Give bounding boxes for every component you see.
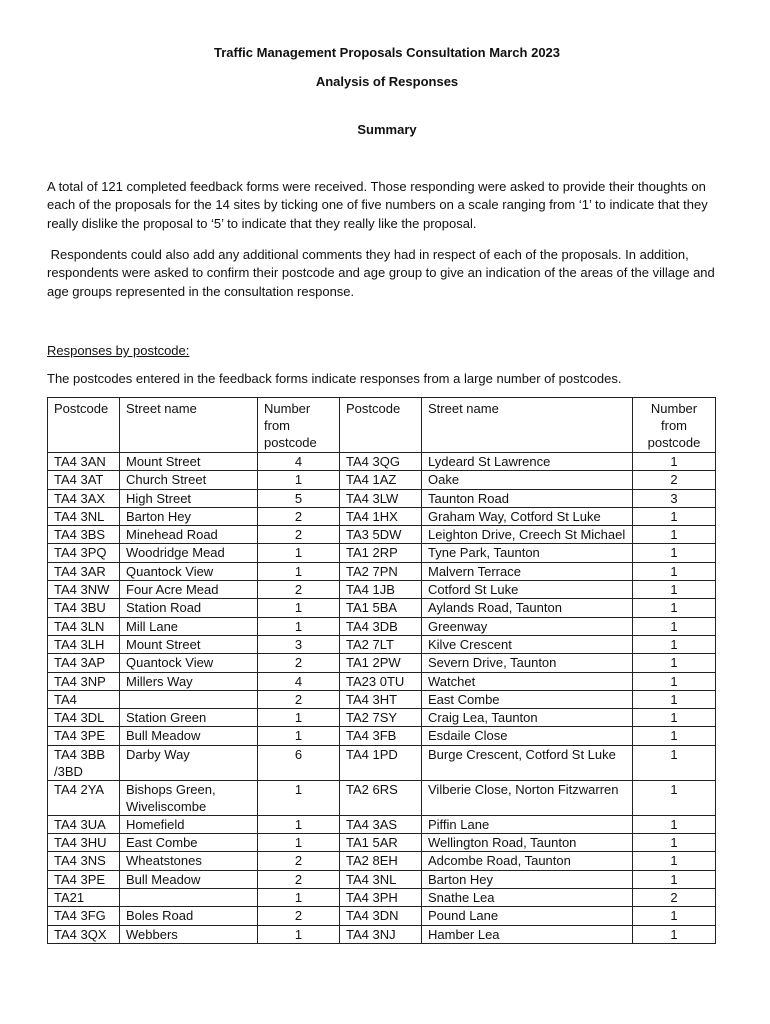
cell-postcode: TA3 5DW	[340, 526, 422, 544]
cell-street-name: Aylands Road, Taunton	[422, 599, 633, 617]
cell-number: 1	[633, 581, 716, 599]
cell-street-name: Snathe Lea	[422, 888, 633, 906]
cell-postcode: TA2 7SY	[340, 709, 422, 727]
cell-number: 2	[258, 654, 340, 672]
cell-number: 1	[633, 617, 716, 635]
cell-postcode: TA2 6RS	[340, 780, 422, 815]
cell-street-name: Quantock View	[120, 654, 258, 672]
cell-postcode: TA2 8EH	[340, 852, 422, 870]
cell-street-name: Bull Meadow	[120, 727, 258, 745]
cell-postcode: TA4 1AZ	[340, 471, 422, 489]
cell-postcode: TA2 7PN	[340, 562, 422, 580]
header-number: Number from postcode	[258, 398, 340, 453]
cell-number: 1	[633, 815, 716, 833]
table-row	[48, 599, 716, 617]
cell-postcode: TA1 2RP	[340, 544, 422, 562]
cell-number: 3	[633, 489, 716, 507]
cell-street-name: Burge Crescent, Cotford St Luke	[422, 745, 633, 780]
cell-street-name: Barton Hey	[422, 870, 633, 888]
cell-street-name	[120, 888, 258, 906]
cell-street-name: East Combe	[120, 834, 258, 852]
cell-postcode: TA4 1HX	[340, 507, 422, 525]
header-number: Number from postcode	[633, 398, 716, 453]
table-row	[48, 617, 716, 635]
cell-street-name: Greenway	[422, 617, 633, 635]
cell-postcode: TA4 3DN	[340, 907, 422, 925]
document-title: Traffic Management Proposals Consultation March 2023	[213, 45, 561, 60]
cell-postcode: TA4 3BB /3BD	[48, 745, 120, 780]
cell-number: 1	[258, 815, 340, 833]
summary-paragraph-1: A total of 121 completed feedback forms were received. Those responding were asked to provide their thoughts on each of the proposals for the 14 sites by ticking one of five numbers on a scale ranging from ‘1’ to indicate that they really dislike the proposal to ‘5’ to indicate that they really like the proposal.	[47, 179, 708, 231]
table-row	[48, 888, 716, 906]
table-row	[48, 852, 716, 870]
postcode-heading: Responses by postcode:	[47, 343, 190, 358]
cell-number: 1	[633, 654, 716, 672]
cell-number: 4	[258, 672, 340, 690]
cell-number: 2	[258, 581, 340, 599]
cell-postcode: TA4 1JB	[340, 581, 422, 599]
cell-postcode: TA4 3QG	[340, 453, 422, 471]
cell-postcode: TA4 3PH	[340, 888, 422, 906]
cell-street-name: Adcombe Road, Taunton	[422, 852, 633, 870]
cell-street-name: Vilberie Close, Norton Fitzwarren	[422, 780, 633, 815]
cell-number: 3	[258, 635, 340, 653]
cell-number: 1	[633, 507, 716, 525]
table-row	[48, 870, 716, 888]
cell-number: 1	[633, 727, 716, 745]
cell-number: 1	[633, 690, 716, 708]
table-row	[48, 745, 716, 780]
cell-number: 1	[633, 453, 716, 471]
cell-street-name: Graham Way, Cotford St Luke	[422, 507, 633, 525]
cell-street-name: Darby Way	[120, 745, 258, 780]
header-street-name: Street name	[422, 398, 633, 453]
cell-street-name: Webbers	[120, 925, 258, 943]
cell-street-name: Bull Meadow	[120, 870, 258, 888]
cell-street-name: Mount Street	[120, 453, 258, 471]
cell-number: 1	[633, 870, 716, 888]
cell-postcode: TA4 3AX	[48, 489, 120, 507]
section-heading: Summary	[357, 122, 417, 137]
cell-postcode: TA4 3LN	[48, 617, 120, 635]
table-row	[48, 834, 716, 852]
cell-number: 2	[258, 870, 340, 888]
cell-number: 2	[258, 507, 340, 525]
cell-postcode: TA4 3BU	[48, 599, 120, 617]
cell-postcode: TA4 3AR	[48, 562, 120, 580]
cell-street-name: Minehead Road	[120, 526, 258, 544]
cell-postcode: TA4 3FG	[48, 907, 120, 925]
cell-street-name	[120, 690, 258, 708]
cell-postcode: TA4 3DL	[48, 709, 120, 727]
header-postcode: Postcode	[340, 398, 422, 453]
cell-number: 1	[633, 635, 716, 653]
cell-street-name: Craig Lea, Taunton	[422, 709, 633, 727]
postcode-intro: The postcodes entered in the feedback forms indicate responses from a large number of postcodes.	[47, 371, 622, 386]
cell-postcode: TA4 3FB	[340, 727, 422, 745]
cell-street-name: Tyne Park, Taunton	[422, 544, 633, 562]
cell-street-name: Boles Road	[120, 907, 258, 925]
cell-number: 1	[258, 925, 340, 943]
cell-postcode: TA4 3HU	[48, 834, 120, 852]
table-row	[48, 526, 716, 544]
cell-postcode: TA4 3LH	[48, 635, 120, 653]
cell-number: 2	[258, 907, 340, 925]
cell-number: 1	[633, 780, 716, 815]
cell-street-name: Piffin Lane	[422, 815, 633, 833]
table-row	[48, 507, 716, 525]
cell-number: 1	[633, 907, 716, 925]
cell-number: 1	[258, 727, 340, 745]
table-row	[48, 544, 716, 562]
cell-street-name: Woodridge Mead	[120, 544, 258, 562]
cell-postcode: TA4 3NS	[48, 852, 120, 870]
cell-street-name: Pound Lane	[422, 907, 633, 925]
table-row	[48, 925, 716, 943]
table-row	[48, 780, 716, 815]
cell-street-name: Church Street	[120, 471, 258, 489]
table-header-row	[48, 398, 716, 453]
cell-street-name: Mount Street	[120, 635, 258, 653]
cell-postcode: TA4 3PE	[48, 727, 120, 745]
cell-number: 1	[633, 562, 716, 580]
cell-postcode: TA4 3AT	[48, 471, 120, 489]
table-row	[48, 581, 716, 599]
cell-postcode: TA21	[48, 888, 120, 906]
cell-number: 1	[633, 852, 716, 870]
cell-number: 5	[258, 489, 340, 507]
cell-street-name: Taunton Road	[422, 489, 633, 507]
cell-number: 1	[633, 925, 716, 943]
cell-number: 2	[633, 888, 716, 906]
cell-postcode: TA4 3AP	[48, 654, 120, 672]
cell-street-name: Station Green	[120, 709, 258, 727]
cell-postcode: TA4 3HT	[340, 690, 422, 708]
cell-number: 1	[258, 599, 340, 617]
table-row	[48, 453, 716, 471]
table-row	[48, 562, 716, 580]
cell-street-name: High Street	[120, 489, 258, 507]
cell-number: 4	[258, 453, 340, 471]
cell-street-name: Station Road	[120, 599, 258, 617]
cell-street-name: Oake	[422, 471, 633, 489]
cell-street-name: Wheatstones	[120, 852, 258, 870]
cell-street-name: Hamber Lea	[422, 925, 633, 943]
cell-postcode: TA23 0TU	[340, 672, 422, 690]
cell-number: 1	[633, 599, 716, 617]
cell-street-name: Kilve Crescent	[422, 635, 633, 653]
cell-number: 1	[258, 562, 340, 580]
cell-street-name: Barton Hey	[120, 507, 258, 525]
cell-number: 1	[258, 888, 340, 906]
table-row	[48, 654, 716, 672]
cell-number: 1	[258, 709, 340, 727]
cell-number: 1	[633, 526, 716, 544]
cell-number: 2	[633, 471, 716, 489]
table-row	[48, 690, 716, 708]
cell-postcode: TA4 3LW	[340, 489, 422, 507]
table-row	[48, 489, 716, 507]
cell-number: 1	[633, 834, 716, 852]
cell-postcode: TA4 3PE	[48, 870, 120, 888]
cell-number: 1	[633, 745, 716, 780]
cell-postcode: TA4 3QX	[48, 925, 120, 943]
cell-number: 1	[258, 780, 340, 815]
cell-postcode: TA4 3NL	[48, 507, 120, 525]
header-street-name: Street name	[120, 398, 258, 453]
cell-postcode: TA4 1PD	[340, 745, 422, 780]
table-body	[48, 453, 716, 944]
cell-street-name: Mill Lane	[120, 617, 258, 635]
cell-postcode: TA4 3NJ	[340, 925, 422, 943]
cell-street-name: Watchet	[422, 672, 633, 690]
cell-number: 2	[258, 852, 340, 870]
cell-postcode: TA4	[48, 690, 120, 708]
cell-postcode: TA4 3UA	[48, 815, 120, 833]
cell-number: 1	[258, 471, 340, 489]
cell-postcode: TA1 5AR	[340, 834, 422, 852]
cell-number: 1	[633, 672, 716, 690]
cell-postcode: TA4 3NW	[48, 581, 120, 599]
cell-street-name: Millers Way	[120, 672, 258, 690]
cell-street-name: Esdaile Close	[422, 727, 633, 745]
cell-street-name: Bishops Green, Wiveliscombe	[120, 780, 258, 815]
table-row	[48, 471, 716, 489]
postcode-table	[47, 397, 716, 944]
cell-street-name: East Combe	[422, 690, 633, 708]
summary-paragraph-2: Respondents could also add any additional comments they had in respect of each of the proposals. In addition, respondents were asked to confirm their postcode and age group to give an indication of the areas of the village and age groups represented in the consultation response.	[47, 247, 715, 299]
cell-number: 6	[258, 745, 340, 780]
cell-number: 1	[258, 834, 340, 852]
cell-street-name: Wellington Road, Taunton	[422, 834, 633, 852]
table-row	[48, 635, 716, 653]
cell-number: 2	[258, 690, 340, 708]
cell-postcode: TA4 3DB	[340, 617, 422, 635]
cell-postcode: TA4 3NP	[48, 672, 120, 690]
cell-number: 1	[633, 544, 716, 562]
table-row	[48, 709, 716, 727]
cell-postcode: TA2 7LT	[340, 635, 422, 653]
cell-postcode: TA4 2YA	[48, 780, 120, 815]
cell-street-name: Leighton Drive, Creech St Michael	[422, 526, 633, 544]
cell-number: 2	[258, 526, 340, 544]
cell-street-name: Cotford St Luke	[422, 581, 633, 599]
cell-street-name: Malvern Terrace	[422, 562, 633, 580]
cell-street-name: Homefield	[120, 815, 258, 833]
header-postcode: Postcode	[48, 398, 120, 453]
cell-postcode: TA4 3AN	[48, 453, 120, 471]
cell-postcode: TA1 5BA	[340, 599, 422, 617]
table-row	[48, 815, 716, 833]
cell-street-name: Quantock View	[120, 562, 258, 580]
cell-postcode: TA4 3NL	[340, 870, 422, 888]
cell-street-name: Four Acre Mead	[120, 581, 258, 599]
cell-street-name: Lydeard St Lawrence	[422, 453, 633, 471]
document-subtitle: Analysis of Responses	[315, 74, 459, 89]
cell-number: 1	[633, 709, 716, 727]
cell-postcode: TA1 2PW	[340, 654, 422, 672]
table-row	[48, 727, 716, 745]
cell-number: 1	[258, 544, 340, 562]
cell-postcode: TA4 3AS	[340, 815, 422, 833]
cell-street-name: Severn Drive, Taunton	[422, 654, 633, 672]
cell-postcode: TA4 3PQ	[48, 544, 120, 562]
table-row	[48, 907, 716, 925]
cell-postcode: TA4 3BS	[48, 526, 120, 544]
table-row	[48, 672, 716, 690]
cell-number: 1	[258, 617, 340, 635]
